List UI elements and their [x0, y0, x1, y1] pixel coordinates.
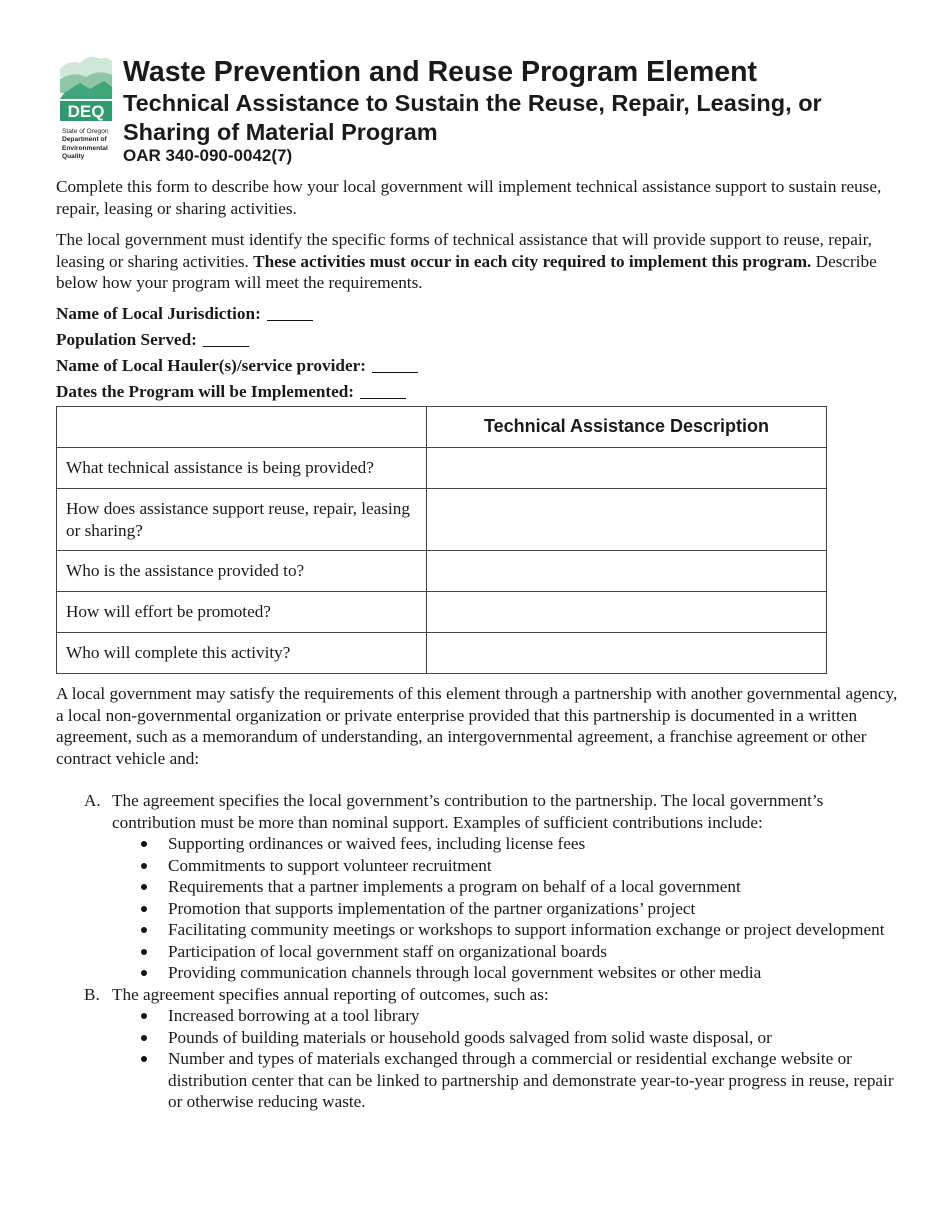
table-row	[57, 633, 827, 674]
table-row	[57, 489, 827, 551]
list-item-text: Participation of local government staff on organizational boards	[168, 941, 607, 961]
logo-line-1: State of Oregon	[62, 128, 109, 135]
logo-line-3: Environmental	[62, 144, 108, 152]
deq-acronym: DEQ	[67, 102, 105, 121]
bullet-icon	[141, 1013, 147, 1019]
table-header-row	[57, 407, 827, 448]
table-header-description: Technical Assistance Description	[427, 407, 827, 448]
bullet-icon	[141, 1056, 147, 1062]
table-row	[57, 592, 827, 633]
population-input[interactable]	[203, 331, 249, 347]
list-marker-b: B.	[84, 984, 100, 1004]
hauler-input[interactable]	[372, 357, 418, 373]
list-item-a-text: The agreement specifies the local government’s contribution to the partnership. The local government’s contribution must be more than nominal support. Examples of sufficient contributions include:	[112, 791, 824, 832]
table-row	[57, 448, 827, 489]
bullet-icon	[141, 927, 147, 933]
intro-p2-start: The local government must identify the specific forms of technical assistance that will provide support to reuse, repair, leasing or sharing activities.	[56, 230, 872, 271]
bullet-icon	[141, 906, 147, 912]
intro-p2-end: Describe below how your program will meet the requirements.	[56, 251, 877, 292]
table-row-answer-cell[interactable]	[427, 489, 827, 551]
list-item	[56, 941, 906, 963]
field-population	[56, 329, 249, 351]
list-item-text: Requirements that a partner implements a program on behalf of a local government	[168, 877, 741, 896]
field-hauler-label: Name of Local Hauler(s)/service provider:	[56, 356, 366, 375]
list-item-text: Supporting ordinances or waived fees, including license fees	[168, 834, 586, 853]
bullet-icon	[141, 863, 147, 869]
partnership-paragraph: A local government may satisfy the requirements of this element through a partnership with another governmental agency, a local non-governmental organization or private enterprise provided that this partnership is documented in a written agreement, such as a memorandum of understanding, an intergovernmental agreement, a franchise agreement or other contract vehicle and:	[56, 684, 898, 768]
bullet-icon	[141, 949, 147, 955]
table-row-question: Who is the assistance provided to?	[57, 551, 427, 592]
field-hauler	[56, 355, 418, 377]
table-row-answer-cell[interactable]	[427, 551, 827, 592]
list-item	[56, 1048, 906, 1113]
rule-reference: OAR 340-090-0042(7)	[123, 146, 293, 165]
intro-paragraph-1: Complete this form to describe how your local government will implement technical assistance support to sustain reuse, repair, leasing or sharing activities.	[56, 177, 882, 218]
list-item	[56, 919, 906, 941]
list-item	[56, 833, 906, 855]
field-population-label: Population Served:	[56, 330, 197, 349]
table-row	[57, 551, 827, 592]
list-item-a	[56, 790, 906, 833]
field-dates	[56, 381, 406, 403]
list-item-text: Promotion that supports implementation of the partner organizations’ project	[168, 898, 696, 918]
table-row-answer-cell[interactable]	[427, 633, 827, 674]
list-item	[56, 876, 906, 898]
list-item-text: Number and types of materials exchanged through a commercial or residential exchange website or distribution center that can be linked to partnership and demonstrate year-to-year progress in reuse, repair or otherwise reducing waste.	[168, 1049, 894, 1111]
logo-line-2: Department of	[62, 136, 107, 144]
bullet-icon	[141, 884, 147, 890]
list-item-text: Pounds of building materials or household goods salvaged from solid waste disposal, or	[168, 1027, 772, 1047]
list-item-text: Commitments to support volunteer recruitment	[168, 855, 492, 875]
field-jurisdiction	[56, 303, 313, 325]
field-jurisdiction-label: Name of Local Jurisdiction:	[56, 304, 261, 323]
table-header-blank-cell	[57, 407, 427, 448]
table-row-question: Who will complete this activity?	[57, 633, 427, 674]
requirements-list	[56, 790, 906, 1113]
logo-line-4: Quality	[62, 153, 85, 161]
list-item-b-text: The agreement specifies annual reporting of outcomes, such as:	[112, 984, 549, 1004]
field-dates-label: Dates the Program will be Implemented:	[56, 382, 355, 401]
table-row-question: What technical assistance is being provided?	[57, 448, 427, 489]
table-row-answer-cell[interactable]	[427, 448, 827, 489]
list-item-text: Increased borrowing at a tool library	[168, 1006, 420, 1025]
deq-logo	[60, 53, 112, 165]
intro-paragraph-2	[56, 229, 906, 294]
page-title: Waste Prevention and Reuse Program Element	[123, 56, 758, 88]
dates-input[interactable]	[360, 383, 406, 399]
deq-logo-text	[62, 128, 118, 162]
deq-landscape-icon	[60, 53, 112, 125]
technical-assistance-table	[56, 406, 827, 674]
bullet-icon	[141, 970, 147, 976]
list-marker-a: A.	[84, 791, 101, 810]
list-item	[56, 962, 906, 984]
bullet-icon	[141, 1035, 147, 1041]
list-item	[56, 1027, 906, 1049]
intro-p2-bold: These activities must occur in each city required to implement this program.	[253, 251, 812, 271]
list-item	[56, 1005, 906, 1027]
list-item	[56, 855, 906, 877]
page-subtitle: Technical Assistance to Sustain the Reuse, Repair, Leasing, or Sharing of Material Program	[123, 90, 822, 145]
list-item-text: Facilitating community meetings or workshops to support information exchange or project development	[168, 920, 885, 939]
list-item-text: Providing communication channels through local government websites or other media	[168, 963, 762, 982]
table-row-question: How does assistance support reuse, repair, leasing or sharing?	[57, 489, 427, 551]
table-row-answer-cell[interactable]	[427, 592, 827, 633]
jurisdiction-input[interactable]	[267, 305, 313, 321]
table-row-question: How will effort be promoted?	[57, 592, 427, 633]
list-item-b	[56, 984, 906, 1006]
list-item	[56, 898, 906, 920]
bullet-icon	[141, 841, 147, 847]
